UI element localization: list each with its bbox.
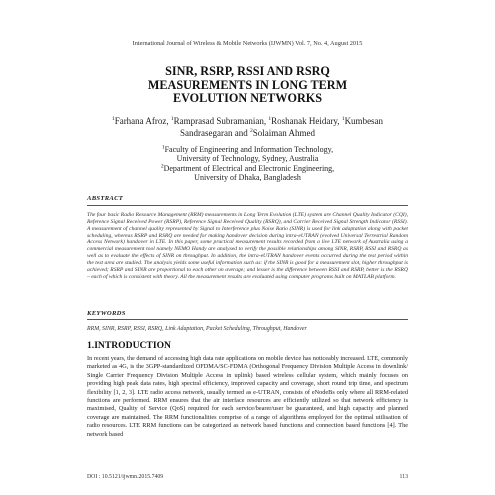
journal-header: International Journal of Wireless & Mobile Networks (IJWMN) Vol. 7, No. 4, August 2015 [132, 40, 363, 47]
affiliation-line: University of Technology, Sydney, Australia [176, 154, 319, 164]
introduction-body: In recent years, the demand of accessing high data rate applications on mobile device has noticeably increased. LTE, commonly marketed as 4G, is the 3GPP-standardized OFDMA/SC-FDMA (Orthogonal Frequency Division Multiple Access in downlink/ Single Carrier Frequency Division Multiple Access in uplink) based wireless cellular system, which mainly focuses on providing high peak data rates, high spectral efficiency, improved capacity and coverage, short round trip time, and spectrum flexibility [1, 2, 3]. LTE radio access network, usually termed as e-UTRAN, consists of eNodeBs only where all RRM-related functions are performed. RRM ensures that the air interface resources are efficiently utilized so that network efficiency is maximised, Quality of Service (QoS) required for each service/bearer/user be guaranteed, and high capacity and planned coverage are maintained. The RRM functionalities comprise of a range of algorithms employed for the optimal utilisation of radio resources. LTE RRM functions can be categorized as network based functions and connection based functions [4]. The network based [87, 355, 408, 438]
affiliation-text: Department of Electrical and Electronic Engineering, [163, 163, 335, 173]
affiliation-line [90, 164, 405, 173]
author-name: Roshanak Heidary, [271, 116, 342, 126]
author-affiliation-mark: 2 [249, 127, 253, 134]
author-name: Farhana Afroz, [114, 116, 171, 126]
affiliation-line [90, 145, 405, 154]
affiliations [90, 145, 405, 182]
author-line [70, 128, 425, 140]
section-heading-introduction: 1.INTRODUCTION [87, 340, 171, 351]
title-line: EVOLUTION NETWORKS [172, 91, 323, 106]
author-name: Ramprasad Subramanian, [173, 116, 269, 126]
page-footer [87, 474, 408, 480]
affiliation-mark: 2 [160, 162, 164, 169]
affiliation-text: Faculty of Engineering and Information Technology, [164, 145, 334, 154]
author-affiliation-mark: 1 [341, 116, 345, 122]
author-name: Kumbesan [344, 116, 384, 126]
keywords-heading: KEYWORDS [87, 310, 126, 317]
affiliation-line: University of Dhaka, Bangladesh [194, 172, 301, 182]
author-name: Solaiman Ahmed [252, 127, 315, 138]
author-affiliation-mark: 1 [268, 116, 272, 122]
abstract-heading: ABSTRACT [87, 195, 124, 202]
author-line [70, 116, 425, 128]
title-line: MEASUREMENTS IN LONG TERM [147, 77, 348, 92]
abstract-text: The four basic Radio Resource Management (RRM) measurements in Long Term Evolution (LTE) system are Channel Quality Indicator (CQI), Reference Signal Received Power (RSRP), Reference Signal Received Quality (RSRQ), and Carrier Received Signal Strength Indicator (RSSI). A measurement of channel quality represented by Signal to Interference plus Noise Ratio (SINR) is used for link adaptation along with packet scheduling, whereas RSRP and RSRQ are needed for making handover decision during intra-eUTRAN (evolved Universal Terrestrial Random Access Network) handover in LTE. In this paper, some practical measurement results recorded from a live LTE network of Australia using a commercial measurement tool namely NEMO Handy are analysed to verify the possible relationships among SINR, RSRP, RSSI and RSRQ as well as to evaluate the effects of SINR on throughput. In addition, the intra-eUTRAN handover events occurred during the test period within the test area are studied. The analysis yields some useful information such as: if the SINR is good for a measurement slot, higher throughput is achieved; RSRP and SINR are proportional to each other on average; and lesser is the difference between RSSI and RSRP, better is the RSRQ – each of which is consistent with theory. All the measurement results are evaluated using computer programs built on MATLAB platform. [87, 212, 408, 280]
doi-text: DOI : 10.5121/ijwmn.2015.7409 [87, 474, 164, 480]
author-affiliation-mark: 1 [170, 116, 174, 122]
abstract-top-rule [87, 205, 408, 206]
keywords-rule [87, 319, 408, 320]
keywords-text: RRM, SINR, RSRP, RSSI, RSRQ, Link Adaptation, Packet Scheduling, Throughput, Handover [87, 326, 307, 332]
paper-title [60, 65, 435, 106]
page-number: 113 [399, 474, 408, 480]
title-line: SINR, RSRP, RSSI AND RSRQ [165, 64, 330, 78]
author-affiliation-mark: 1 [111, 116, 115, 122]
affiliation-mark: 1 [161, 144, 165, 151]
author-name: Sandrasegaran and [180, 127, 250, 138]
author-list [70, 116, 425, 139]
